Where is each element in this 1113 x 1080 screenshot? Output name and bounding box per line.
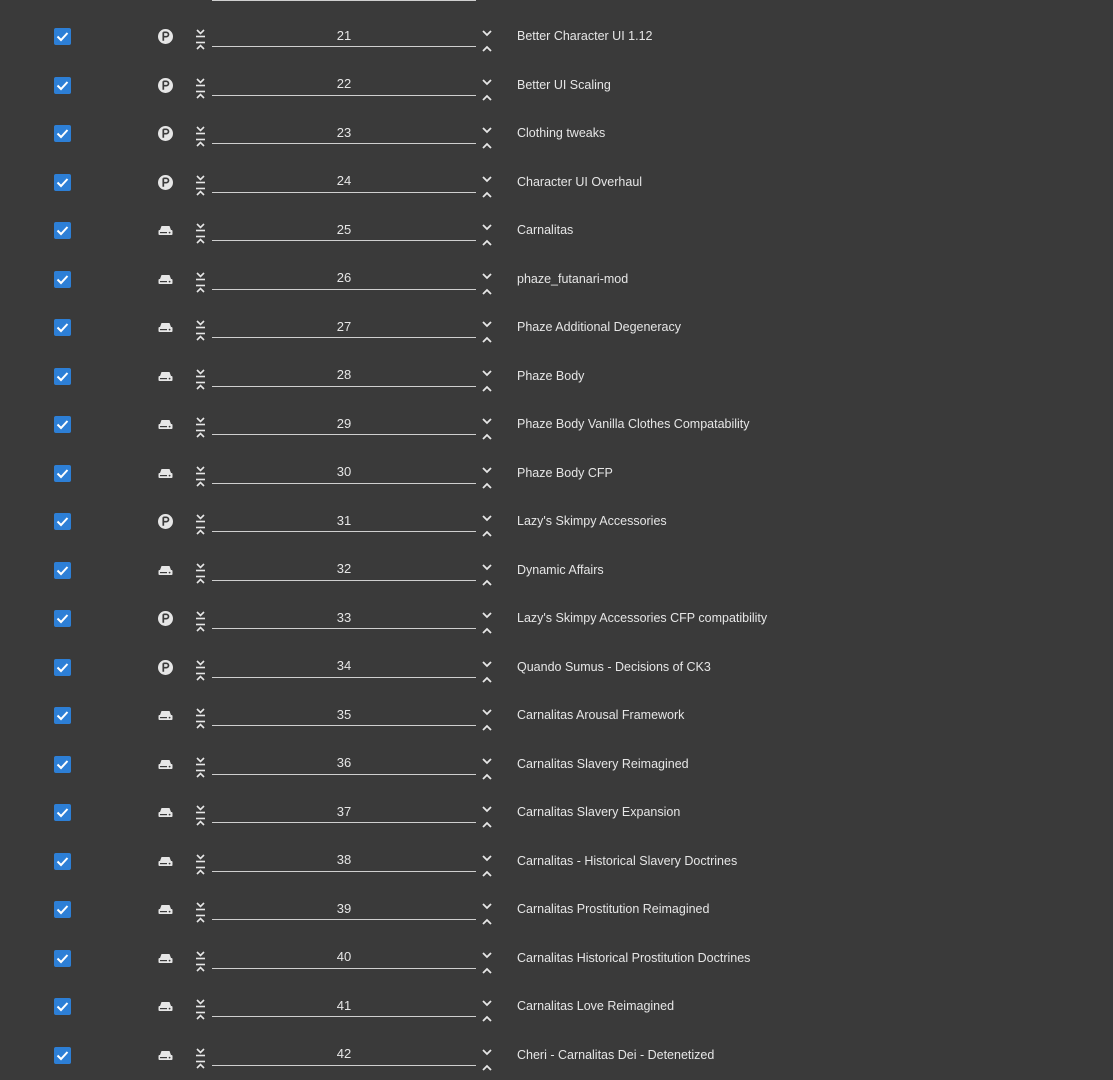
chevron-down-icon[interactable]: [481, 800, 493, 808]
enabled-checkbox[interactable]: [54, 950, 71, 967]
chevron-up-icon[interactable]: [481, 622, 493, 630]
chevron-up-icon[interactable]: [481, 865, 493, 873]
mod-row: [0, 388, 1113, 437]
local-drive-icon: [157, 707, 174, 724]
mod-row: [0, 873, 1113, 922]
check-icon: [54, 1047, 71, 1064]
mod-name: Carnalitas Slavery Expansion: [517, 805, 681, 819]
mod-name: Dynamic Affairs: [517, 562, 604, 577]
chevron-up-icon[interactable]: [481, 671, 493, 679]
mod-row: [0, 0, 1113, 49]
chevron-down-icon[interactable]: [481, 897, 493, 905]
enabled-checkbox[interactable]: [54, 222, 71, 239]
check-icon: [54, 319, 71, 336]
move-to-top-icon[interactable]: [194, 231, 207, 240]
move-to-top-icon[interactable]: [194, 522, 207, 531]
mod-name: Better UI Scaling: [517, 77, 611, 92]
move-to-top-icon[interactable]: [194, 1007, 207, 1016]
enabled-checkbox[interactable]: [54, 271, 71, 288]
chevron-up-icon[interactable]: [481, 574, 493, 582]
chevron-up-icon[interactable]: [481, 186, 493, 194]
move-to-top-icon[interactable]: [194, 959, 207, 968]
move-to-top-icon[interactable]: [194, 134, 207, 143]
chevron-down-icon[interactable]: [481, 73, 493, 81]
mod-row: [0, 679, 1113, 728]
paradox-icon: [157, 125, 174, 142]
load-order-input[interactable]: [212, 218, 476, 241]
enabled-checkbox[interactable]: [54, 465, 71, 482]
move-to-bottom-icon[interactable]: [194, 898, 207, 907]
check-icon: [54, 853, 71, 870]
enabled-checkbox[interactable]: [54, 1047, 71, 1064]
move-to-top-icon[interactable]: [194, 765, 207, 774]
paradox-icon: [157, 513, 174, 530]
enabled-checkbox[interactable]: [54, 562, 71, 579]
enabled-checkbox[interactable]: [54, 513, 71, 530]
mod-row: [0, 97, 1113, 146]
move-to-bottom-icon[interactable]: [194, 850, 207, 859]
chevron-up-icon[interactable]: [481, 1010, 493, 1018]
chevron-up-icon[interactable]: [481, 428, 493, 436]
load-order-input[interactable]: [212, 24, 476, 47]
chevron-up-icon[interactable]: [481, 1059, 493, 1067]
move-to-bottom-icon[interactable]: [194, 704, 207, 713]
check-icon: [54, 659, 71, 676]
chevron-down-icon[interactable]: [481, 1043, 493, 1051]
check-icon: [54, 756, 71, 773]
load-order-input[interactable]: [212, 121, 476, 144]
move-to-top-icon[interactable]: [194, 377, 207, 386]
move-to-bottom-icon[interactable]: [194, 753, 207, 762]
check-icon: [54, 562, 71, 579]
local-drive-icon: [157, 853, 174, 870]
mod-row: [0, 970, 1113, 1019]
move-to-top-icon[interactable]: [194, 862, 207, 871]
enabled-checkbox[interactable]: [54, 77, 71, 94]
enabled-checkbox[interactable]: [54, 368, 71, 385]
mod-row: [0, 340, 1113, 389]
enabled-checkbox[interactable]: [54, 998, 71, 1015]
move-to-bottom-icon[interactable]: [194, 316, 207, 325]
mod-row: [0, 534, 1113, 583]
mod-name: Cheri - Carnalitas Dei - Detenetized: [517, 1047, 715, 1062]
move-to-top-icon[interactable]: [194, 1056, 207, 1065]
mod-row: [0, 1019, 1113, 1068]
enabled-checkbox[interactable]: [54, 174, 71, 191]
mod-name: Phaze Body: [517, 368, 585, 383]
mod-row: [0, 485, 1113, 534]
enabled-checkbox[interactable]: [54, 125, 71, 142]
check-icon: [54, 368, 71, 385]
mod-row: [0, 728, 1113, 777]
mod-name: Carnalitas Historical Prostitution Doctrines: [517, 950, 751, 965]
mod-row: [0, 146, 1113, 195]
move-to-top-icon[interactable]: [194, 668, 207, 677]
move-to-bottom-icon[interactable]: [194, 74, 207, 83]
mod-row: [0, 582, 1113, 631]
move-to-top-icon[interactable]: [194, 813, 207, 822]
move-to-bottom-icon[interactable]: [194, 413, 207, 422]
enabled-checkbox[interactable]: [54, 319, 71, 336]
chevron-down-icon[interactable]: [481, 655, 493, 663]
chevron-up-icon[interactable]: [481, 719, 493, 727]
chevron-down-icon[interactable]: [481, 946, 493, 954]
chevron-up-icon[interactable]: [481, 40, 493, 48]
local-drive-icon: [157, 465, 174, 482]
chevron-down-icon[interactable]: [481, 461, 493, 469]
local-drive-icon: [157, 222, 174, 239]
move-to-top-icon[interactable]: [194, 37, 207, 46]
chevron-up-icon[interactable]: [481, 913, 493, 921]
chevron-down-icon[interactable]: [481, 509, 493, 517]
load-order-input[interactable]: [212, 461, 476, 484]
move-to-bottom-icon[interactable]: [194, 219, 207, 228]
mod-name: Carnalitas Love Reimagined: [517, 999, 675, 1013]
check-icon: [54, 222, 71, 239]
check-icon: [54, 416, 71, 433]
move-to-bottom-icon[interactable]: [194, 801, 207, 810]
local-drive-icon: [157, 998, 174, 1015]
move-to-bottom-icon[interactable]: [194, 171, 207, 180]
move-to-bottom-icon[interactable]: [194, 607, 207, 616]
chevron-down-icon[interactable]: [481, 315, 493, 323]
enabled-checkbox[interactable]: [54, 659, 71, 676]
move-to-top-icon[interactable]: [194, 183, 207, 192]
load-order-input[interactable]: [212, 752, 476, 775]
check-icon: [54, 174, 71, 191]
chevron-up-icon[interactable]: [481, 137, 493, 145]
move-to-bottom-icon[interactable]: [194, 559, 207, 568]
check-icon: [54, 271, 71, 288]
mod-row: [0, 825, 1113, 874]
load-order-input[interactable]: [212, 946, 476, 969]
chevron-down-icon[interactable]: [481, 170, 493, 178]
paradox-icon: [157, 28, 174, 45]
mod-name: Carnalitas Prostitution Reimagined: [517, 902, 710, 916]
mod-row: [0, 194, 1113, 243]
move-to-top-icon[interactable]: [194, 716, 207, 725]
load-order-input[interactable]: [212, 849, 476, 872]
load-order-input[interactable]: [212, 655, 476, 678]
check-icon: [54, 950, 71, 967]
chevron-down-icon[interactable]: [481, 412, 493, 420]
enabled-checkbox[interactable]: [54, 901, 71, 918]
chevron-down-icon[interactable]: [481, 606, 493, 614]
move-to-top-icon[interactable]: [194, 425, 207, 434]
check-icon: [54, 513, 71, 530]
load-order-input[interactable]: [212, 606, 476, 629]
mod-row: [0, 291, 1113, 340]
move-to-top-icon[interactable]: [194, 910, 207, 919]
move-to-bottom-icon[interactable]: [194, 365, 207, 374]
chevron-up-icon[interactable]: [481, 331, 493, 339]
chevron-up-icon[interactable]: [481, 816, 493, 824]
check-icon: [54, 610, 71, 627]
load-order-input[interactable]: [212, 267, 476, 290]
local-drive-icon: [157, 562, 174, 579]
move-to-top-icon[interactable]: [194, 86, 207, 95]
check-icon: [54, 465, 71, 482]
load-order-input[interactable]: [212, 315, 476, 338]
enabled-checkbox[interactable]: [54, 853, 71, 870]
chevron-down-icon[interactable]: [481, 24, 493, 32]
move-to-bottom-icon[interactable]: [194, 25, 207, 34]
chevron-down-icon[interactable]: [481, 558, 493, 566]
move-to-bottom-icon[interactable]: [194, 1044, 207, 1053]
local-drive-icon: [157, 804, 174, 821]
mod-name: Lazy's Skimpy Accessories CFP compatibility: [517, 611, 768, 625]
move-to-top-icon[interactable]: [194, 328, 207, 337]
enabled-checkbox[interactable]: [54, 804, 71, 821]
chevron-up-icon[interactable]: [481, 283, 493, 291]
mod-row: [0, 437, 1113, 486]
check-icon: [54, 901, 71, 918]
chevron-up-icon[interactable]: [481, 962, 493, 970]
mod-name: Lazy's Skimpy Accessories: [517, 514, 667, 528]
load-order-input[interactable]: [212, 509, 476, 532]
load-order-input[interactable]: [212, 558, 476, 581]
chevron-up-icon[interactable]: [481, 380, 493, 388]
mod-name: Character UI Overhaul: [517, 174, 643, 189]
mod-row: [0, 776, 1113, 825]
chevron-up-icon[interactable]: [481, 89, 493, 97]
move-to-bottom-icon[interactable]: [194, 510, 207, 519]
enabled-checkbox[interactable]: [54, 28, 71, 45]
chevron-up-icon[interactable]: [481, 525, 493, 533]
local-drive-icon: [157, 271, 174, 288]
mod-name: Carnalitas Slavery Reimagined: [517, 756, 689, 771]
move-to-bottom-icon[interactable]: [194, 995, 207, 1004]
load-order-input[interactable]: [212, 73, 476, 96]
chevron-down-icon[interactable]: [481, 849, 493, 857]
move-to-bottom-icon[interactable]: [194, 122, 207, 131]
mod-name: Carnalitas - Historical Slavery Doctrines: [517, 853, 738, 868]
enabled-checkbox[interactable]: [54, 416, 71, 433]
chevron-down-icon[interactable]: [481, 703, 493, 711]
paradox-icon: [157, 174, 174, 191]
mod-row: [0, 243, 1113, 292]
paradox-icon: [157, 659, 174, 676]
local-drive-icon: [157, 368, 174, 385]
chevron-up-icon[interactable]: [481, 234, 493, 242]
mod-name: Phaze Body Vanilla Clothes Compatability: [517, 417, 750, 431]
move-to-bottom-icon[interactable]: [194, 462, 207, 471]
move-to-top-icon[interactable]: [194, 571, 207, 580]
check-icon: [54, 804, 71, 821]
check-icon: [54, 28, 71, 45]
mod-name: Clothing tweaks: [517, 126, 606, 140]
mod-name: Carnalitas Arousal Framework: [517, 708, 685, 722]
paradox-icon: [157, 610, 174, 627]
move-to-top-icon[interactable]: [194, 474, 207, 483]
local-drive-icon: [157, 416, 174, 433]
chevron-up-icon[interactable]: [481, 477, 493, 485]
chevron-down-icon[interactable]: [481, 364, 493, 372]
chevron-down-icon[interactable]: [481, 218, 493, 226]
paradox-icon: [157, 77, 174, 94]
local-drive-icon: [157, 319, 174, 336]
load-order-input[interactable]: [212, 800, 476, 823]
move-to-top-icon[interactable]: [194, 619, 207, 628]
chevron-down-icon[interactable]: [481, 121, 493, 129]
move-to-top-icon[interactable]: [194, 280, 207, 289]
chevron-up-icon[interactable]: [481, 768, 493, 776]
mod-name: Phaze Additional Degeneracy: [517, 320, 682, 334]
enabled-checkbox[interactable]: [54, 707, 71, 724]
chevron-down-icon[interactable]: [481, 267, 493, 275]
load-order-input[interactable]: [212, 703, 476, 726]
local-drive-icon: [157, 1047, 174, 1064]
chevron-down-icon[interactable]: [481, 752, 493, 760]
load-order-input[interactable]: [212, 897, 476, 920]
mod-row: [0, 631, 1113, 680]
move-to-bottom-icon[interactable]: [194, 947, 207, 956]
check-icon: [54, 707, 71, 724]
enabled-checkbox[interactable]: [54, 756, 71, 773]
move-to-bottom-icon[interactable]: [194, 268, 207, 277]
load-order-input[interactable]: [212, 994, 476, 1017]
load-order-input[interactable]: [212, 412, 476, 435]
enabled-checkbox[interactable]: [54, 610, 71, 627]
mod-row: [0, 49, 1113, 98]
local-drive-icon: [157, 756, 174, 773]
local-drive-icon: [157, 901, 174, 918]
chevron-down-icon[interactable]: [481, 994, 493, 1002]
load-order-input[interactable]: [212, 364, 476, 387]
check-icon: [54, 125, 71, 142]
check-icon: [54, 77, 71, 94]
load-order-input[interactable]: [212, 170, 476, 193]
mod-name: Carnalitas: [517, 223, 574, 237]
move-to-bottom-icon[interactable]: [194, 656, 207, 665]
local-drive-icon: [157, 950, 174, 967]
load-order-input[interactable]: [212, 1043, 476, 1066]
mod-name: Better Character UI 1.12: [517, 29, 653, 43]
mod-row: [0, 922, 1113, 971]
mod-name: phaze_futanari-mod: [517, 271, 629, 286]
mod-name: Quando Sumus - Decisions of CK3: [517, 659, 711, 674]
mod-name: Phaze Body CFP: [517, 465, 613, 480]
check-icon: [54, 998, 71, 1015]
